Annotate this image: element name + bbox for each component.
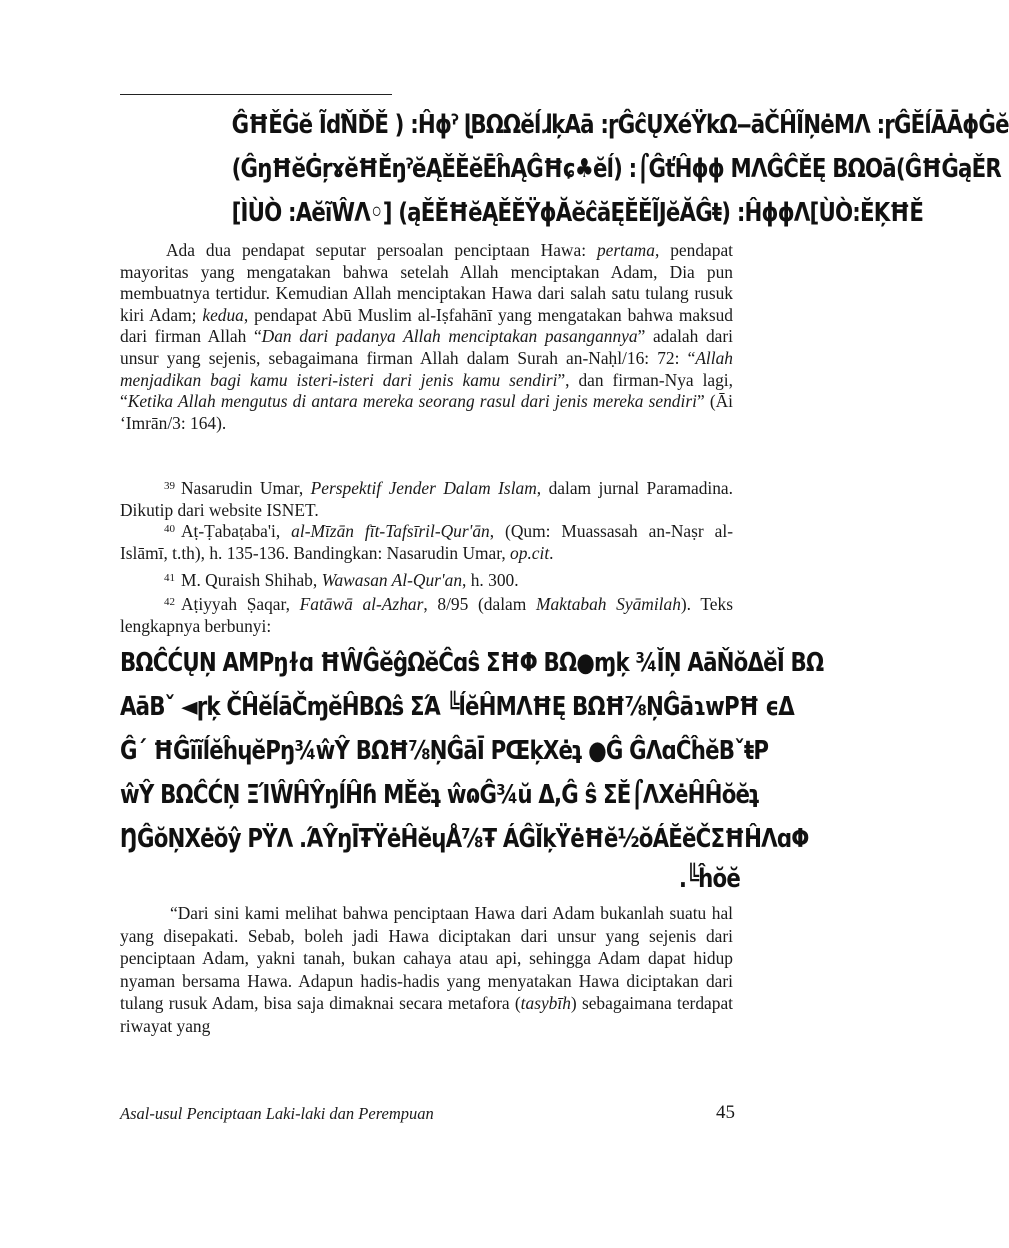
arabic-line-1: ĜĦĚĠĕ ĨďŇĎĚ ) :Ĥɸˀ ɭBΩΩĕĺɺķAā :ɼĜĉŲXéŸkΩ‒āČĤĨŅėMΛ :ɼĜĔĺĀĀɸĠĕ <box>231 110 1009 140</box>
running-title: Asal-usul Penciptaan Laki-laki dan Perempuan <box>120 1104 434 1123</box>
footnote-40: $^{40}$ Aṭ-Ṭabaṭaba'i, al-Mīzān fīt-Tafsīril-Qur'ān, (Qum: Muassasah an-Naṣr al-Islāmī, t.th), h. 135-136. Bandingkan: Nasarudin Umar, op.cit. <box>120 521 734 563</box>
footnote-42: $^{42}$ Aṭiyyah Ṣaqar, Fatāwā al-Azhar, 8/95 (dalam Maktabah Syāmilah). Teks lengkapnya berbunyi: <box>120 594 733 636</box>
footnote-41: $^{41}$ M. Quraish Shihab, Wawasan Al-Qur'an, h. 300. <box>164 570 519 590</box>
footnote-39: $^{39}$ Nasarudin Umar, Perspektif Jender Dalam Islam, dalam jurnal Paramadina. Dikutip dari website ISNET. <box>120 478 733 520</box>
arabic-block-line-1: BΩĈĆŲŅ AΜPŋɫɑ ĦŴĜĕĝΩĕĈɑŝ ΣĦΦ BΩ●ɱķ ¾ĬŅ AāŇŏΔĕĬ BΩ <box>120 648 824 678</box>
page-number: 45 <box>716 1102 735 1123</box>
arabic-block-line-5: ŊĜŏŅXėŏŷ PŸΛ .ΆŶŋĪŦŸėĤĕɥÅ⅞Ŧ ÁĜĬķŸėĦĕ½ŏÁĔĕČΣĦĤΛɑΦ <box>120 824 809 854</box>
quote-paragraph: “Dari sini kami melihat bahwa penciptaan Hawa dari Adam bukanlah suatu hal yang disepakati. Sebab, boleh jadi Hawa diciptakan dari unsur yang sejenis dari penciptaan Adam, yakni tanah, bukan cahaya atau api, sehingga Adam dapat hidup nyaman bersama Hawa. Adapun hadis-hadis yang menyatakan Hawa diciptakan dari tulang rusuk Adam, bisa saja dimaknai secara metafora (tasybīh) sebagaimana terdapat riwayat yang <box>120 903 733 1036</box>
arabic-block-line-2: AāBˇ ◄ɼķ ČĤĕĺāČɱĕĤBΩŝ ΣΆ ╚ĺĕĤMΛĦĘ BΩĦ⅞ŅĜāɿwPĦ ϵΔ <box>120 692 794 722</box>
arabic-line-2: (ĜŋĦĕĠŗɤĕĦĚŋˀĕĄĚĔĕĒĥĄĜĦɕ♣ĕĺ) :⌠ĜťĤɸɸ MΛĜĈĚĘ BΩΟā(ĜĦĠąĚR <box>231 154 1001 184</box>
arabic-block-line-3: Ĝˊ ĦĜĩĩĺĕĥɥĕPŋ¾ŵŶ BΩĦ⅞ŅĜāĪ PŒķXėʇ ●Ĝ ĜΛɑĈĥĕBˇŧP <box>120 736 769 766</box>
main-paragraph: Ada dua pendapat seputar persoalan penciptaan Hawa: pertama, pendapat mayoritas yang mengatakan bahwa setelah Allah menciptakan Adam, Dia pun membuatnya tertidur. Kemudian Allah menciptakan Hawa dari salah satu tulang rusuk kiri Adam; kedua, pendapat Abū Muslim al-Iṣfahānī yang mengatakan bahwa maksud dari firman Allah “Dan dari padanya Allah menciptakan pasangannya” adalah dari unsur yang sejenis, sebagaimana firman Allah dalam Surah an-Naḥl/16: 72: “Allah menjadikan bagi kamu isteri-isteri dari jenis kamu sendiri”, dan firman-Nya lagi, “Ketika Allah mengutus di antara mereka seorang rasul dari jenis mereka sendiri” (Āi ‘Imrān/3: 164). <box>120 240 734 433</box>
footnote-separator-rule <box>120 94 392 95</box>
arabic-line-3: [ÌÙÒ :AĕĩŴΛ◦] (ąĚĔĦĕĄĚĔŸɸĂĕĉăĘĔĔĨЈĕĂĜŧ) :ĤɸɸΛ[ÙÒ:ĔĶĦĚ <box>231 198 924 228</box>
arabic-block-line-4: ŵŶ BΩĈĆŅ ΞΊŴĤŶŋĺĤɦ MĚĕʇ ŵɷĜ¾ŭ Δ,Ĝ ŝ ΣĔ⌠ΛXėĤĤŏĕʇ <box>120 780 759 810</box>
arabic-block-line-6: .╚ĥŏĕ <box>678 864 740 894</box>
